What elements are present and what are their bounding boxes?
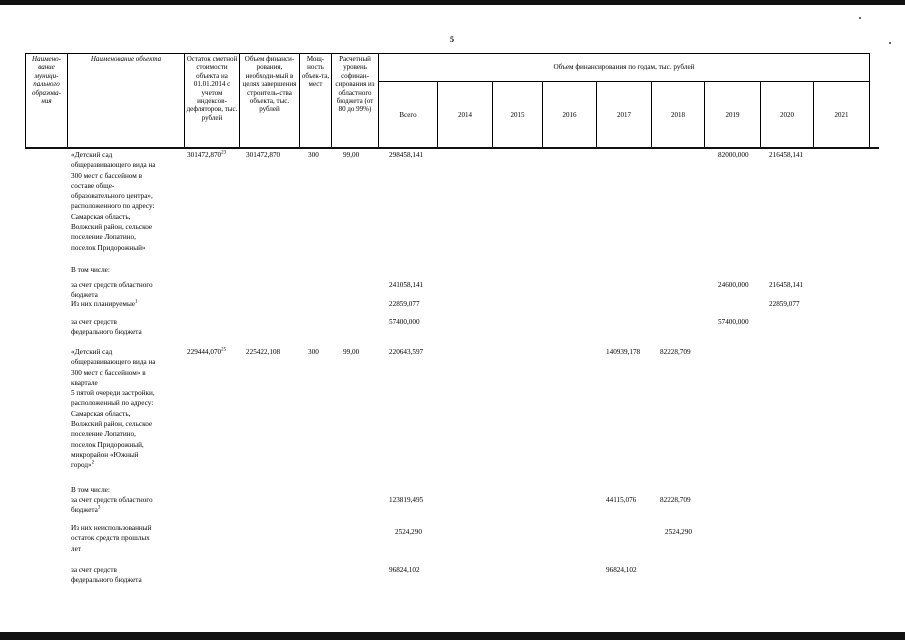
object-1-2020: 216458,141: [769, 151, 804, 159]
header-funding-title: Объем финансирования по годам, тыс. рублей: [379, 54, 870, 82]
object-1-name-line: составе обще-: [71, 181, 115, 190]
object-1-name-line: образовательного центра»,: [71, 192, 153, 201]
object-1-planned-total: 22859,077: [389, 300, 420, 308]
object-1-2019: 82000,000: [718, 151, 749, 159]
object-1-residual: 301472,870$^{23}$: [187, 150, 227, 159]
header-year: 2016: [543, 82, 597, 149]
object-1-federal-2019: 57400,000: [718, 318, 749, 326]
header-year: 2018: [652, 82, 705, 149]
object-1-planned-label: Из них планируемые$^1$: [71, 299, 138, 308]
header-year: 2020: [761, 82, 814, 149]
object-1-regional-2020: 216458,141: [769, 281, 804, 289]
object-1-regional-label: за счет средств областного бюджета: [71, 281, 153, 300]
object-1-name-line: поселок Придорожный»: [71, 243, 146, 252]
object-2-name-line: 5 пятой очереди застройки,: [71, 389, 155, 398]
object-1-name-line: общеразвивающего вида на: [71, 161, 156, 170]
footnote-mark: 3: [97, 505, 101, 511]
object-2-name-line: город»$^2$: [71, 460, 95, 470]
object-1-federal-total: 57400,000: [389, 318, 420, 326]
object-2-name-line: квартале: [71, 378, 98, 387]
object-2-unused-label: Из них неиспользованный остаток средств прошлых лет: [71, 524, 152, 553]
header-year: 2019: [705, 82, 761, 149]
object-1-name-line: «Детский сад: [71, 151, 113, 159]
object-2-name-line: «Детский сад: [71, 348, 113, 356]
object-1-cofinancing: 99,00: [343, 151, 360, 159]
object-2-regional-2018: 82228,709: [660, 496, 691, 504]
object-2-name-line: Волжский район, сельское: [71, 420, 153, 429]
footnote-mark: 25: [221, 347, 227, 353]
header-required-volume: Объем финанси-рования, необходи-мый в целях завершения строитель-ства объекта, тыс. рублей: [240, 54, 300, 149]
object-1-name-line: Волжский район, сельское: [71, 223, 153, 232]
object-2-volume: 225422,108: [246, 348, 281, 356]
object-1-name-line: поселение Лопатино,: [71, 233, 136, 242]
header-year: 2014: [438, 82, 493, 149]
page-number: 5: [450, 35, 454, 44]
scan-speck: [859, 17, 861, 19]
object-2-residual: 229444,070$^{25}$: [187, 347, 227, 356]
header-year: 2021: [814, 82, 870, 149]
object-2-unused-total: 2524,290: [395, 528, 422, 536]
object-2-regional-label: за счет средств областного бюджета$^3$: [71, 496, 153, 515]
object-2-including-label: В том числе:: [71, 486, 110, 494]
object-2-name-line: Самарская область,: [71, 409, 131, 418]
header-cofinancing: Расчетный уровень софинан-сирования из областного бюджета (от 80 до 99%): [332, 54, 379, 149]
object-2-capacity: 300: [308, 348, 319, 356]
footnote-mark: 23: [221, 150, 227, 156]
object-2-federal-label: за счет средств федерального бюджета: [71, 566, 142, 585]
header-object-name: Наименование объекта: [68, 54, 185, 149]
object-2-2018: 82228,709: [660, 348, 691, 356]
object-2-2017: 140939,178: [606, 348, 641, 356]
object-2-regional-2017: 44115,076: [606, 496, 637, 504]
object-1-name-line: расположенного по адресу:: [71, 202, 155, 211]
header-year: 2015: [493, 82, 543, 149]
header-table: [25, 53, 870, 149]
header-residual-cost: Остаток сметной стоимости объекта на 01.01.2014 с учетом индексов-дефляторов, тыс. рублей: [185, 54, 240, 149]
object-1-regional-2019: 24600,000: [718, 281, 749, 289]
object-2-name: [71, 347, 156, 471]
object-2-cofinancing: 99,00: [343, 348, 360, 356]
object-1-name-line: 300 мест с бассейном в: [71, 171, 143, 180]
object-2-name-line: микрорайон «Южный: [71, 450, 139, 459]
object-2-name-line: поселок Придорожный,: [71, 440, 144, 449]
header-bottom-rule: [25, 147, 879, 149]
object-1-volume: 301472,870: [246, 151, 281, 159]
header-capacity: Мощ-ность объек-та, мест: [300, 54, 332, 149]
object-2-unused-2018: 2524,290: [665, 528, 692, 536]
object-1-total: 298458,141: [389, 151, 424, 159]
object-1-including-label: В том числе:: [71, 266, 110, 274]
header-total: Всего: [379, 82, 438, 149]
object-2-name-line: расположенный по адресу:: [71, 399, 154, 408]
scan-border-top: [0, 0, 905, 5]
object-2-name-line: поселение Лопатино,: [71, 430, 136, 439]
object-1-planned-2020: 22859,077: [769, 300, 800, 308]
scan-border-bottom: [0, 632, 905, 640]
object-2-total: 220643,597: [389, 348, 424, 356]
object-1-federal-label: за счет средств федерального бюджета: [71, 318, 142, 337]
header-year: 2017: [597, 82, 652, 149]
object-1-name-line: Самарская область,: [71, 212, 131, 221]
scan-speck: [889, 42, 891, 44]
object-2-regional-total: 123819,495: [389, 496, 424, 504]
object-2-federal-total: 96824,102: [389, 566, 420, 574]
footnote-mark: 2: [91, 460, 95, 466]
object-1-regional-total: 241058,141: [389, 281, 424, 289]
object-2-name-line: общеразвивающего вида на: [71, 358, 156, 367]
header-municipality: Наимено-вание муници-пального образова-ния: [26, 54, 68, 149]
object-2-name-line: 300 мест с бассейном» в: [71, 368, 146, 377]
object-2-federal-2017: 96824,102: [606, 566, 637, 574]
footnote-mark: 1: [134, 299, 138, 305]
object-1-capacity: 300: [308, 151, 319, 159]
object-1-name: [71, 150, 156, 253]
